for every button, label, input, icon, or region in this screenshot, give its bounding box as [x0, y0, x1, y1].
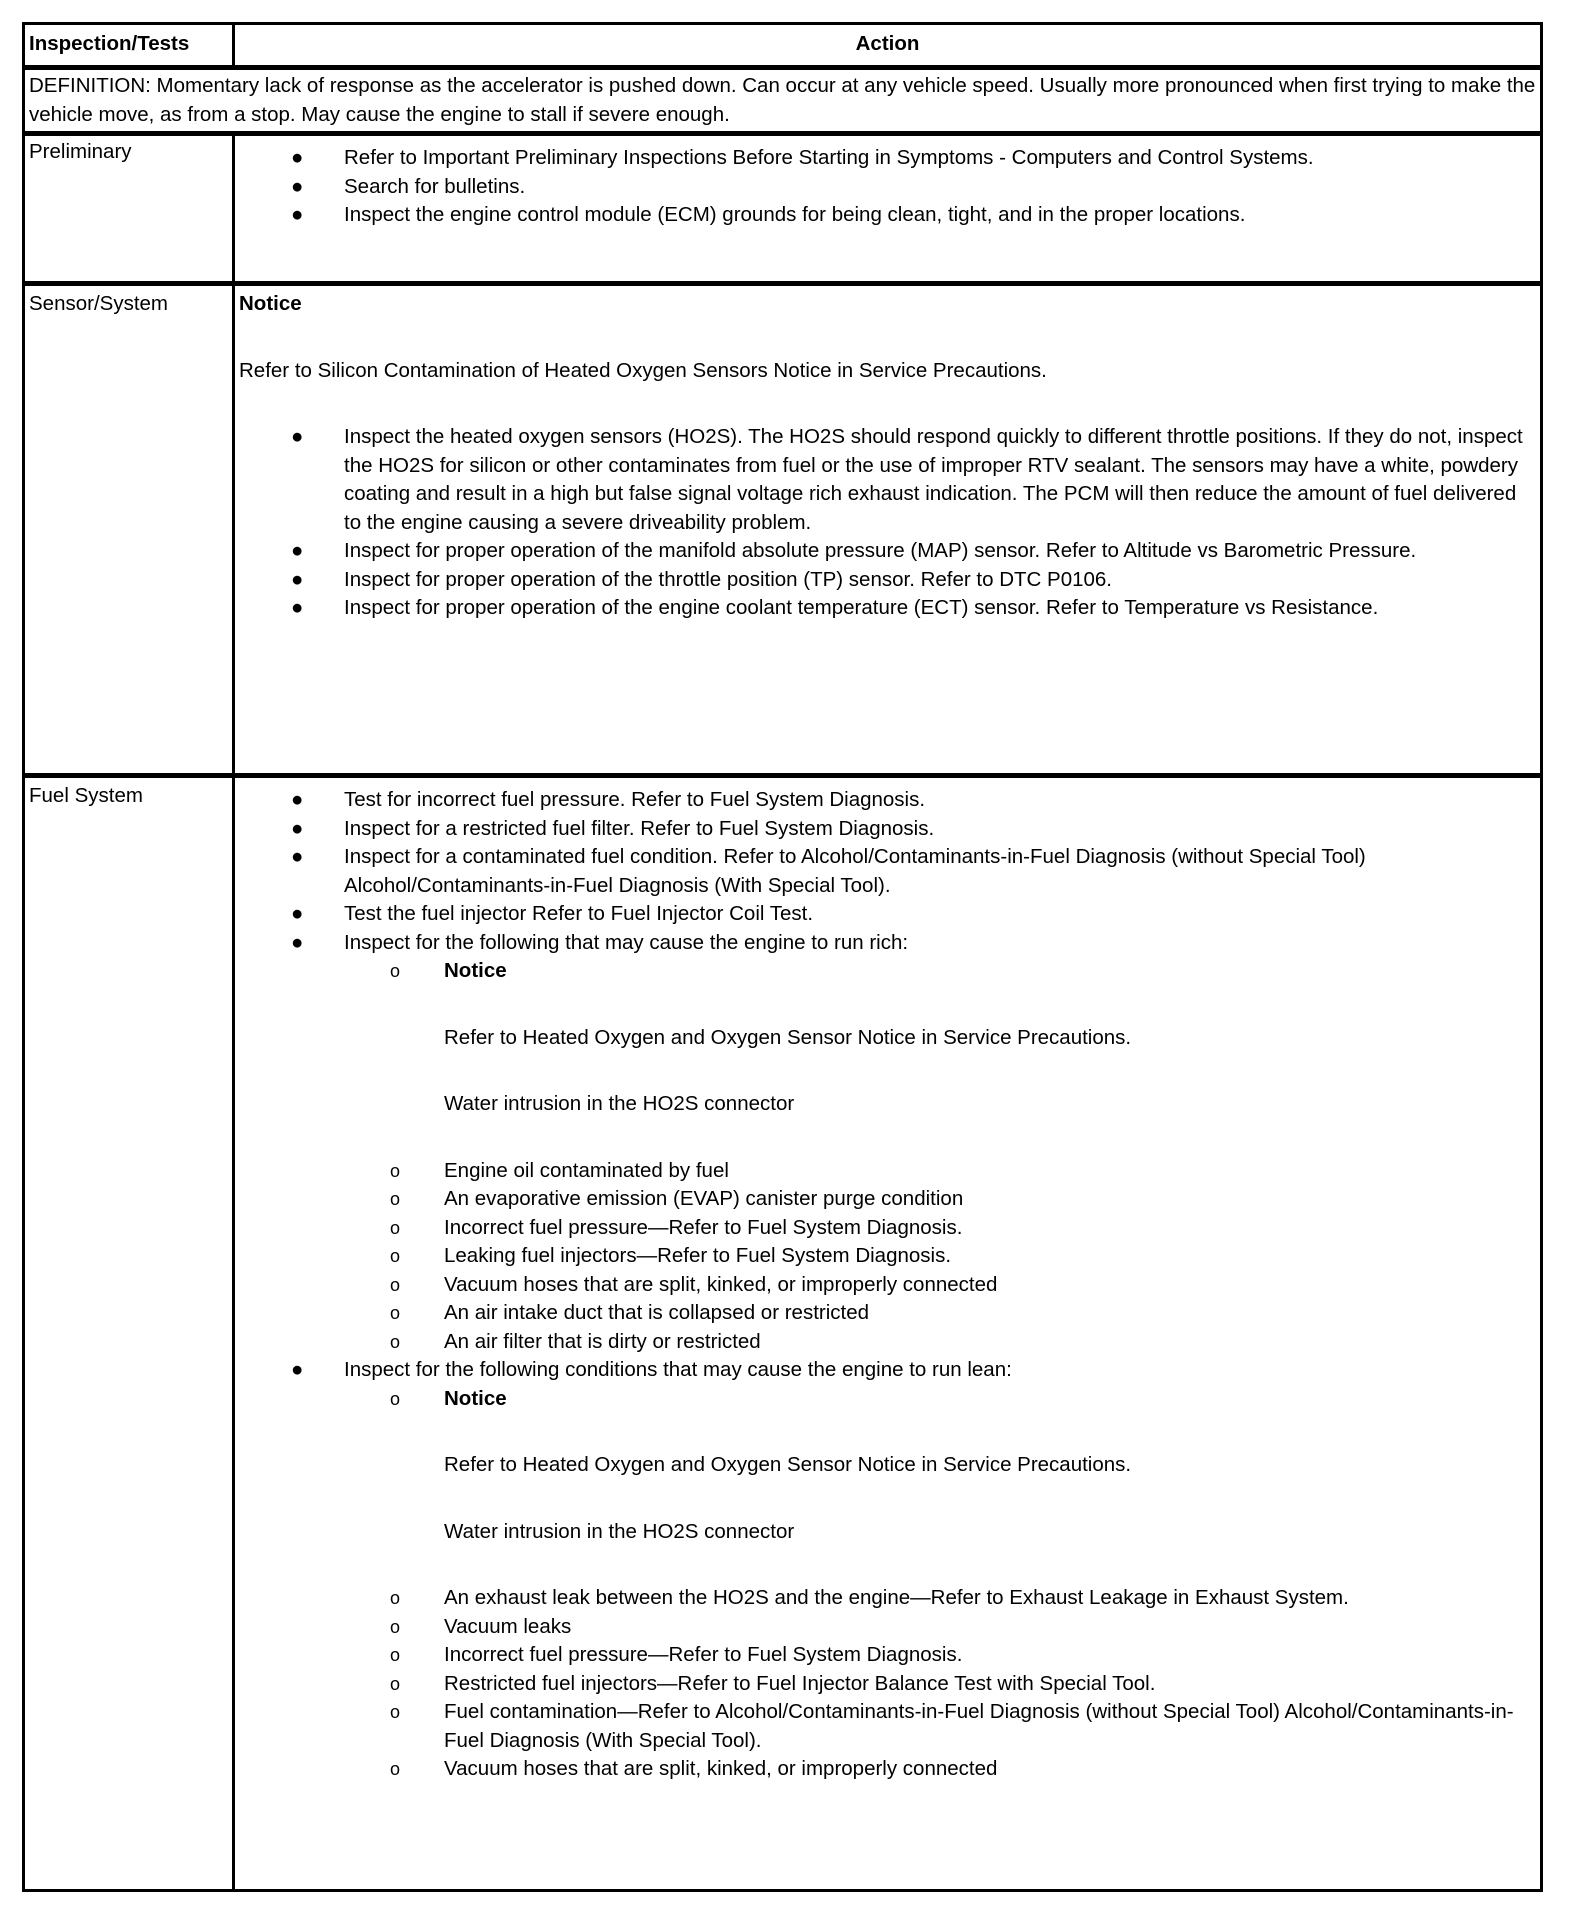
list-item-text: Inspect for a contaminated fuel condition. Refer to Alcohol/Contaminants-in-Fuel Diagnosis (without Special Tool) Alcohol/Contaminants-in-Fuel Diagnosis (With Special Tool). [344, 845, 1366, 897]
bullet-icon: ● [291, 1358, 304, 1381]
circle-bullet-icon: o [390, 1189, 401, 1209]
bullet-list [239, 423, 1534, 623]
bullet-icon: ● [291, 539, 304, 562]
circle-bullet-icon: o [390, 1673, 401, 1694]
list-item [239, 900, 1534, 929]
definition-row [24, 68, 1542, 134]
circle-bullet-icon: o [390, 1246, 401, 1266]
sub-list-item-text: An exhaust leak between the HO2S and the engine—Refer to Exhaust Leakage in Exhaust System. [444, 1586, 1349, 1609]
list-item [239, 144, 1534, 173]
list-item-run-rich [239, 929, 1534, 1357]
bullet-icon: ● [291, 567, 304, 591]
circle-bullet-icon: o [390, 1759, 401, 1779]
row-action [234, 134, 1542, 284]
sub-list-item-text: Leaking fuel injectors—Refer to Fuel System Diagnosis. [444, 1244, 952, 1267]
header-action: Action [234, 24, 1542, 68]
sub-bullet-list [390, 957, 1534, 1356]
list-item-text: Inspect the heated oxygen sensors (HO2S). The HO2S should respond quickly to different throttle positions. If they do not, inspect the HO2S for silicon or other contaminates from fuel or the use of improper RTV sealant. The sensors may have a white, powdery coating and result in a high but false signal voltage rich exhaust indication. The PCM will then reduce the amount of fuel delivered to the engine causing a severe driveability problem. [344, 425, 1523, 534]
list-item [239, 173, 1534, 202]
table-row-sensor-system [24, 284, 1542, 776]
circle-bullet-icon: o [390, 1588, 401, 1608]
sub-list-item [390, 1328, 1534, 1357]
list-item [239, 201, 1534, 230]
list-item-text: Inspect for the following conditions that may cause the engine to run lean: [344, 1358, 1012, 1381]
bullet-icon: ● [291, 425, 304, 448]
sub-list-item [390, 1271, 1534, 1300]
list-item-run-lean [239, 1356, 1534, 1784]
sub-list-item-text: Fuel contamination—Refer to Alcohol/Contaminants-in-Fuel Diagnosis (without Special Tool) Alcohol/Contaminants-in-Fuel Diagnosis (With Special Tool). [444, 1700, 1514, 1752]
sub-list-item-text: Vacuum hoses that are split, kinked, or improperly connected [444, 1757, 998, 1780]
list-item-text: Search for bulletins. [344, 174, 526, 198]
bullet-icon: ● [291, 788, 304, 811]
bullet-icon: ● [291, 845, 304, 868]
list-item-text: Test for incorrect fuel pressure. Refer to Fuel System Diagnosis. [344, 788, 926, 811]
bullet-icon: ● [291, 596, 304, 619]
diagnostic-page [22, 22, 1540, 1892]
sub-list-item-notice [390, 1385, 1534, 1585]
list-item-text: Inspect the engine control module (ECM) grounds for being clean, tight, and in the proper locations. [344, 203, 1246, 226]
bullet-icon: ● [291, 203, 304, 226]
table-row-preliminary [24, 134, 1542, 284]
sub-list-item [390, 1613, 1534, 1642]
notice-title: Notice [239, 292, 302, 315]
circle-bullet-icon: o [390, 1331, 401, 1352]
bullet-icon: ● [291, 146, 304, 169]
list-item [239, 815, 1534, 844]
sub-list-item [390, 1185, 1534, 1214]
definition-text: DEFINITION: Momentary lack of response as the accelerator is pushed down. Can occur at any vehicle speed. Usually more pronounced when first trying to make the vehicle move, as from a stop. May cause the engine to stall if severe enough. [24, 68, 1542, 134]
circle-bullet-icon: o [390, 1217, 401, 1238]
sub-list-item-text: Vacuum hoses that are split, kinked, or improperly connected [444, 1272, 998, 1296]
notice-title: Notice [444, 1386, 507, 1410]
circle-bullet-icon: o [390, 1160, 401, 1181]
sub-list-item [390, 1299, 1534, 1328]
sub-list-item-text: An evaporative emission (EVAP) canister purge condition [444, 1187, 964, 1210]
sub-list-item-text: Restricted fuel injectors—Refer to Fuel Injector Balance Test with Special Tool. [444, 1671, 1156, 1695]
sub-list-item-text: Engine oil contaminated by fuel [444, 1158, 729, 1182]
circle-bullet-icon: o [390, 1274, 401, 1295]
list-item-text: Inspect for proper operation of the throttle position (TP) sensor. Refer to DTC P0106. [344, 567, 1112, 591]
sub-list-item-notice [390, 957, 1534, 1157]
sub-list-item [390, 1755, 1534, 1784]
sub-list-item [390, 1242, 1534, 1271]
header-inspection-tests: Inspection/Tests [24, 24, 234, 68]
row-action [234, 776, 1542, 1891]
sub-list-item [390, 1214, 1534, 1243]
circle-bullet-icon: o [390, 1388, 401, 1409]
list-item-text: Inspect for a restricted fuel filter. Refer to Fuel System Diagnosis. [344, 816, 935, 840]
list-item-text: Refer to Important Preliminary Inspections Before Starting in Symptoms - Computers and Control Systems. [344, 146, 1314, 169]
list-item [239, 423, 1534, 537]
sub-list-item-text: An air filter that is dirty or restricted [444, 1329, 761, 1353]
circle-bullet-icon: o [390, 1645, 401, 1665]
sub-list-item [390, 1157, 1534, 1186]
list-item [239, 566, 1534, 595]
sub-list-item [390, 1584, 1534, 1613]
notice-title: Notice [444, 959, 507, 982]
sub-list-item-text: Incorrect fuel pressure—Refer to Fuel System Diagnosis. [444, 1215, 963, 1239]
sub-list-item [390, 1698, 1534, 1755]
table-row-fuel-system [24, 776, 1542, 1891]
list-item-text: Inspect for the following that may cause the engine to run rich: [344, 930, 909, 954]
list-item [239, 843, 1534, 900]
circle-bullet-icon: o [390, 1616, 401, 1637]
diagnostic-table [22, 22, 1543, 1892]
notice-item: Water intrusion in the HO2S connector [444, 1519, 795, 1543]
list-item [239, 786, 1534, 815]
row-action [234, 284, 1542, 776]
sub-bullet-list [390, 1385, 1534, 1784]
circle-bullet-icon: o [390, 961, 401, 981]
list-item-text: Inspect for proper operation of the manifold absolute pressure (MAP) sensor. Refer to Altitude vs Barometric Pressure. [344, 539, 1417, 562]
list-item [239, 537, 1534, 566]
sub-list-item [390, 1670, 1534, 1699]
sub-list-item-text: An air intake duct that is collapsed or restricted [444, 1301, 870, 1324]
header-row [24, 24, 1542, 68]
bullet-list [239, 786, 1534, 1784]
bullet-icon: ● [291, 930, 304, 954]
notice-text: Refer to Heated Oxygen and Oxygen Sensor Notice in Service Precautions. [444, 1025, 1132, 1049]
sub-list-item-text: Incorrect fuel pressure—Refer to Fuel System Diagnosis. [444, 1643, 963, 1666]
circle-bullet-icon: o [390, 1702, 401, 1722]
notice-text: Refer to Heated Oxygen and Oxygen Sensor Notice in Service Precautions. [444, 1453, 1132, 1476]
row-label: Preliminary [24, 134, 234, 284]
circle-bullet-icon: o [390, 1303, 401, 1323]
notice-item: Water intrusion in the HO2S connector [444, 1092, 795, 1115]
row-label: Sensor/System [24, 284, 234, 776]
bullet-icon: ● [291, 174, 304, 198]
bullet-icon: ● [291, 902, 304, 925]
list-item [239, 594, 1534, 623]
bullet-icon: ● [291, 816, 304, 840]
list-item-text: Test the fuel injector Refer to Fuel Injector Coil Test. [344, 902, 814, 925]
bullet-list [239, 144, 1534, 230]
notice-text: Refer to Silicon Contamination of Heated Oxygen Sensors Notice in Service Precautions. [239, 358, 1047, 382]
sub-list-item-text: Vacuum leaks [444, 1614, 572, 1638]
row-label: Fuel System [24, 776, 234, 1891]
sub-list-item [390, 1641, 1534, 1670]
list-item-text: Inspect for proper operation of the engine coolant temperature (ECT) sensor. Refer to Temperature vs Resistance. [344, 596, 1379, 619]
